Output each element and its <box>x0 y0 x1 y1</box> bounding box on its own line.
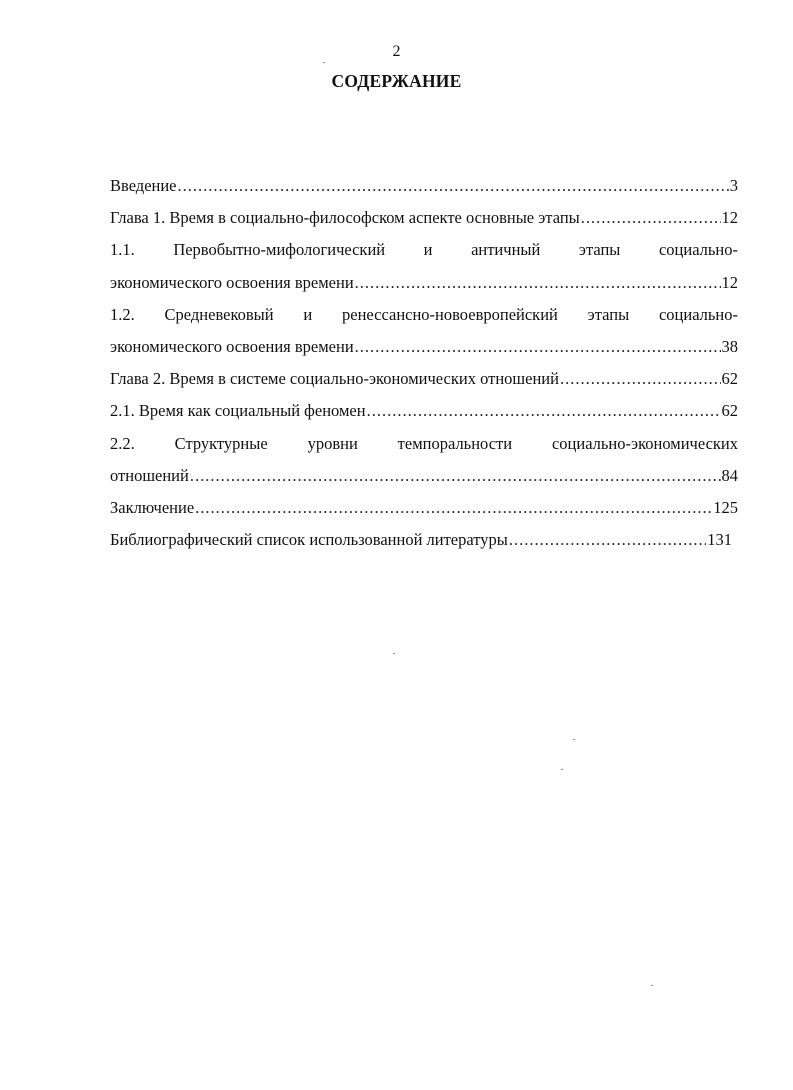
toc-entry-title: Глава 1. Время в социально-философском аспекте основные этапы <box>110 208 580 228</box>
toc-entry-section-1-2-line-1[interactable]: 1.2. Средневековый и ренессансно-новоевропейский этапы социально- <box>110 304 738 324</box>
toc-entry-title: Заключение <box>110 497 195 517</box>
toc-entry-title: 2.1. Время как социальный феномен <box>110 401 366 421</box>
toc-entry-page: 12 <box>721 272 738 292</box>
toc-entry-page: 38 <box>721 336 738 356</box>
dot-leader <box>195 496 712 520</box>
toc-entry-title: Библиографический список использованной литературы <box>110 530 508 550</box>
toc-entry-title: Введение <box>110 176 177 195</box>
dot-leader <box>190 464 721 488</box>
toc-entry-section-2-1[interactable] <box>110 399 738 431</box>
scan-speck <box>393 653 395 654</box>
toc-entry-bibliography[interactable] <box>110 528 732 560</box>
toc-entry-page: 84 <box>721 465 738 485</box>
scan-speck <box>573 739 575 740</box>
table-of-contents <box>110 174 738 560</box>
toc-entry-conclusion[interactable] <box>110 496 738 528</box>
dot-leader <box>355 271 721 295</box>
dot-leader <box>355 335 721 359</box>
toc-entry-intro[interactable] <box>110 174 738 206</box>
toc-entry-section-2-2-line-1[interactable]: 2.2. Структурные уровни темпоральности социально-экономических <box>110 433 738 453</box>
toc-entry-page: 131 <box>707 530 732 550</box>
toc-entry-page: 62 <box>721 369 738 389</box>
toc-entry-section-2-2-line-2[interactable] <box>110 464 738 496</box>
toc-entry-section-1-1-line-1[interactable]: 1.1. Первобытно-мифологический и античный этапы социально- <box>110 240 738 260</box>
page-title: СОДЕРЖАНИЕ <box>331 71 462 91</box>
page-number: 2 <box>392 43 401 60</box>
scan-speck <box>561 769 563 770</box>
toc-entry-page: 62 <box>721 401 738 421</box>
dot-leader <box>367 399 721 423</box>
dot-leader <box>581 206 721 230</box>
dot-leader <box>509 528 706 552</box>
toc-entry-chapter-1[interactable] <box>110 206 738 238</box>
scan-speck <box>651 985 653 986</box>
toc-entry-page: 125 <box>713 497 738 517</box>
toc-entry-page: 3 <box>729 176 738 195</box>
dot-leader <box>560 367 721 391</box>
toc-entry-title: экономического освоения времени <box>110 336 354 356</box>
toc-entry-title: экономического освоения времени <box>110 272 354 292</box>
toc-entry-title: отношений <box>110 465 189 485</box>
toc-entry-section-1-2-line-2[interactable] <box>110 335 738 367</box>
scan-speck <box>323 62 325 63</box>
toc-entry-title: Глава 2. Время в системе социально-экономических отношений <box>110 369 559 389</box>
toc-entry-page: 12 <box>721 208 738 228</box>
toc-entry-chapter-2[interactable] <box>110 367 738 399</box>
toc-entry-section-1-1-line-2[interactable] <box>110 271 738 303</box>
dot-leader <box>178 174 729 198</box>
